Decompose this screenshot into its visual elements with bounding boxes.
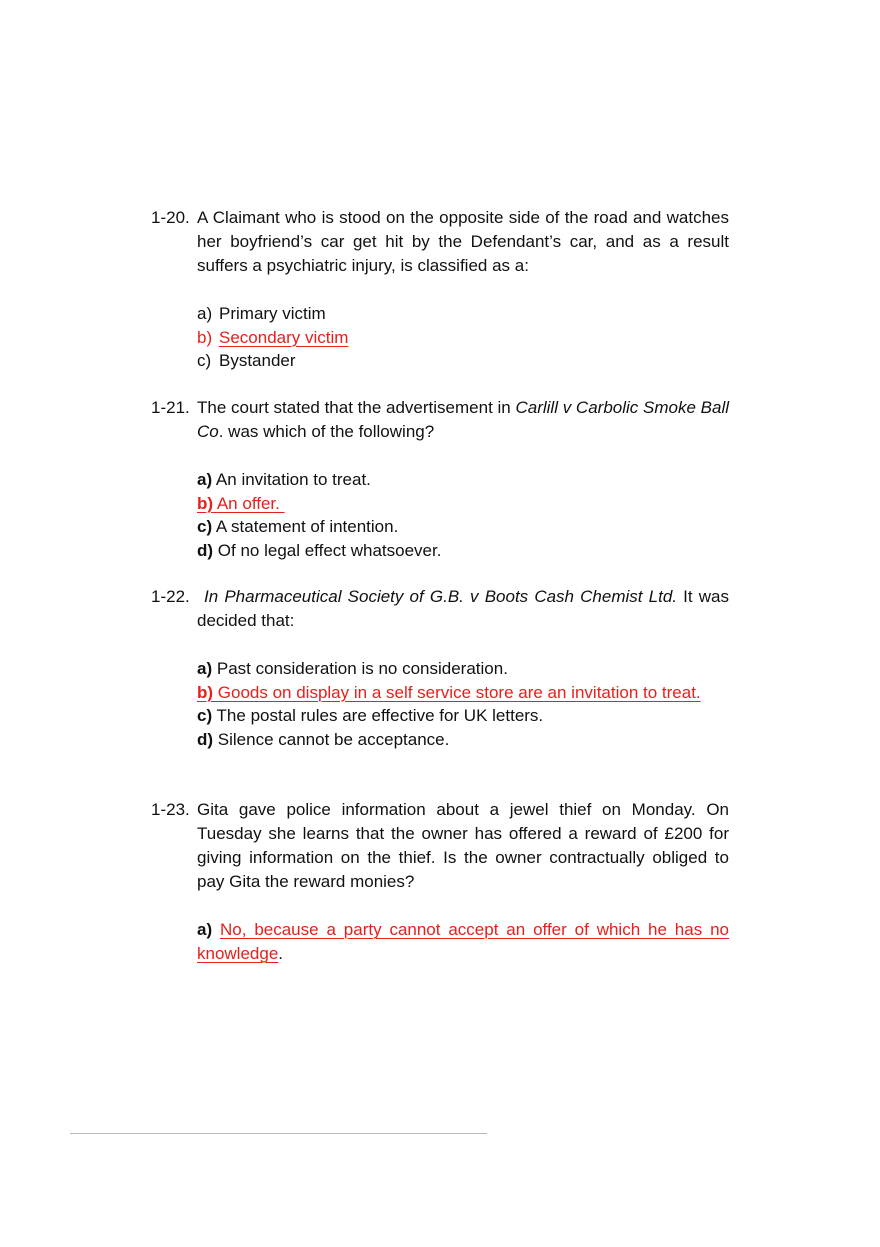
option-text: A statement of intention. [215, 517, 399, 536]
option-a [197, 302, 729, 326]
question-text-pre: The court stated that the advertisement in [197, 398, 516, 417]
option-trailing-punct: . [278, 944, 284, 963]
option-a [197, 468, 729, 492]
question-text-post: It was decided that: [197, 587, 729, 630]
option-text: Of no legal effect whatsoever. [217, 540, 442, 560]
option-text: Goods on display in a self service store are an invitation to treat. [217, 682, 701, 702]
option-text: Silence cannot be acceptance. [217, 729, 450, 749]
option-text: Primary victim [219, 304, 326, 323]
question-number: 1-22. [151, 587, 190, 606]
option-c [197, 704, 729, 728]
question-text: Gita gave police information about a jewel thief on Monday. On Tuesday she learns that the owner has offered a reward of £200 for giving information on the thief. Is the owner contractually obliged to pay Gita the reward monies? [197, 800, 729, 891]
options-list [197, 302, 729, 373]
option-b-correct [197, 681, 729, 705]
option-a-correct [197, 918, 729, 966]
option-text: Bystander [219, 351, 296, 370]
option-label: a) [197, 659, 213, 678]
option-d [197, 539, 729, 563]
question-text-post: . was which of the following? [218, 422, 435, 441]
option-label: a) [197, 470, 213, 489]
question-number: 1-21. [151, 398, 190, 417]
option-text: An invitation to treat. [215, 470, 371, 489]
option-text: An offer. [216, 493, 285, 513]
question-number: 1-23. [151, 800, 190, 819]
option-label: c) [197, 517, 213, 536]
option-label: c) [197, 351, 212, 370]
question-1-21 [151, 396, 729, 562]
option-label: b) [197, 682, 214, 702]
option-c [197, 515, 729, 539]
option-label: a) [197, 920, 213, 939]
option-d [197, 728, 729, 752]
option-label: c) [197, 706, 213, 725]
option-label: d) [197, 729, 214, 749]
options-list [197, 918, 729, 966]
case-name: In Pharmaceutical Society of G.B. v Boots Cash Chemist Ltd. [204, 587, 678, 606]
option-text: Secondary victim [219, 327, 349, 347]
question-1-23 [151, 798, 729, 966]
option-a [197, 657, 729, 681]
option-text: The postal rules are effective for UK letters. [216, 706, 544, 725]
question-text: A Claimant who is stood on the opposite side of the road and watches her boyfriend’s car get hit by the Defendant’s car, and as a result suffers a psychiatric injury, is classified as a: [197, 208, 729, 275]
question-1-22 [151, 585, 729, 751]
option-label: a) [197, 304, 213, 323]
case-name: Carlill v Carbolic Smoke Ball Co [197, 398, 730, 441]
question-text [197, 585, 729, 633]
question-1-20 [151, 206, 729, 373]
option-c [197, 349, 729, 373]
option-b-correct [197, 492, 729, 516]
options-list [197, 657, 729, 751]
options-list [197, 468, 729, 562]
option-label: b) [197, 493, 214, 513]
question-text [197, 396, 729, 444]
option-label: d) [197, 540, 214, 560]
question-number: 1-20. [151, 208, 190, 227]
footnote-separator [70, 1133, 487, 1134]
option-text: Past consideration is no consideration. [216, 659, 508, 678]
option-b-correct [197, 326, 729, 350]
option-text: No, because a party cannot accept an offer of which he has no knowledge [197, 920, 729, 963]
option-label: b) [197, 327, 213, 347]
